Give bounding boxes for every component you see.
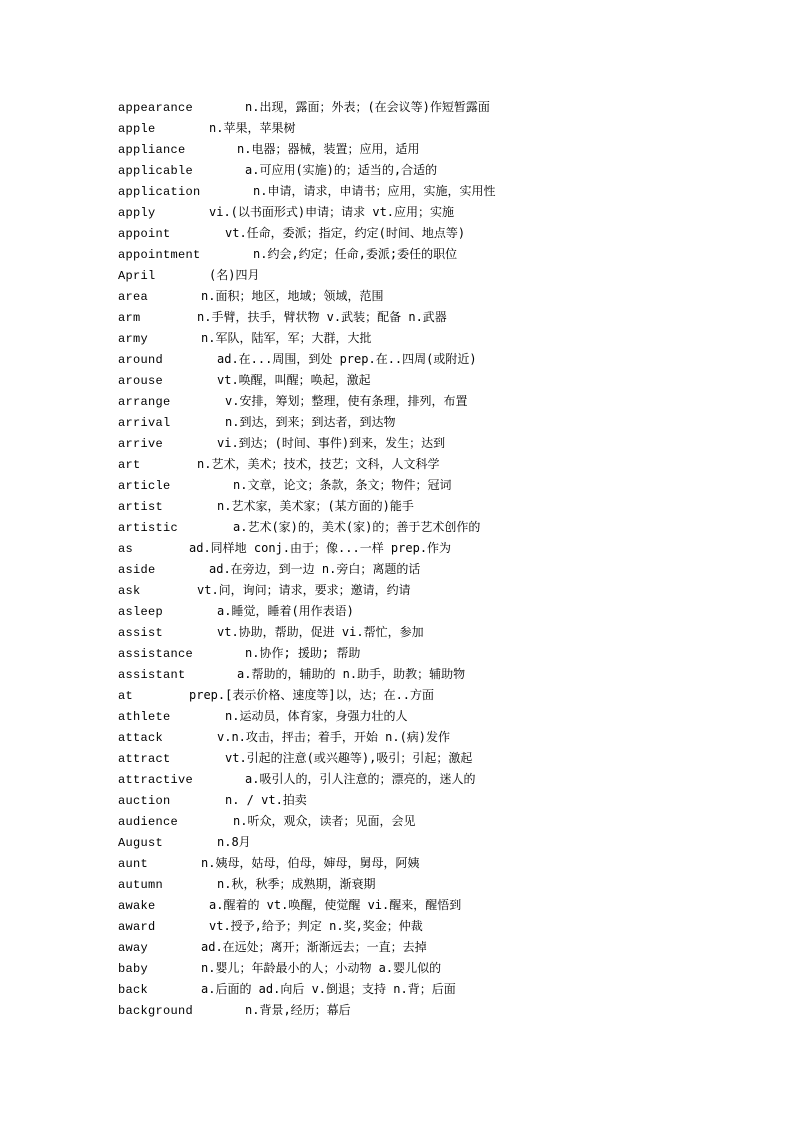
vocab-word: appointment	[118, 248, 201, 262]
vocab-entry	[118, 370, 758, 391]
vocab-definition: ad.同样地 conj.由于；像...一样 prep.作为	[189, 541, 452, 555]
vocab-entry	[118, 475, 758, 496]
vocab-entry	[118, 706, 758, 727]
vocab-word: appoint	[118, 227, 171, 241]
vocab-entry	[118, 496, 758, 517]
vocab-word: arm	[118, 311, 141, 325]
vocab-word: arouse	[118, 374, 164, 388]
vocab-definition: n.约会,约定；任命,委派;委任的职位	[253, 247, 458, 261]
vocab-entry	[118, 727, 758, 748]
vocab-word: asleep	[118, 605, 164, 619]
vocab-definition: v.n.攻击，抨击；着手，开始 n.(病)发作	[217, 730, 451, 744]
vocab-word: area	[118, 290, 149, 304]
vocab-entry	[118, 685, 758, 706]
vocab-word: appearance	[118, 101, 194, 115]
vocab-word: around	[118, 353, 164, 367]
vocab-definition: n.面积；地区，地域；领域，范围	[201, 289, 384, 303]
vocab-entry	[118, 664, 758, 685]
vocab-word: assistant	[118, 668, 186, 682]
vocab-word: as	[118, 542, 134, 556]
vocab-entry	[118, 97, 758, 118]
vocab-word: at	[118, 689, 134, 703]
vocab-definition: a.后面的 ad.向后 v.倒退；支持 n.背；后面	[201, 982, 456, 996]
vocab-definition: n.电器；器械，装置；应用，适用	[237, 142, 420, 156]
vocab-word: auction	[118, 794, 171, 808]
vocab-word: applicable	[118, 164, 194, 178]
vocab-entry	[118, 244, 758, 265]
vocab-entry	[118, 139, 758, 160]
vocab-entry	[118, 349, 758, 370]
vocab-entry	[118, 328, 758, 349]
vocab-word: assist	[118, 626, 164, 640]
vocab-word: attract	[118, 752, 171, 766]
vocab-word: application	[118, 185, 201, 199]
vocab-entry	[118, 979, 758, 1000]
vocab-definition: n. / vt.拍卖	[225, 793, 307, 807]
vocab-word: award	[118, 920, 156, 934]
vocab-word: arrive	[118, 437, 164, 451]
vocab-word: artistic	[118, 521, 179, 535]
vocab-word: athlete	[118, 710, 171, 724]
vocab-entry	[118, 286, 758, 307]
vocab-entry	[118, 391, 758, 412]
vocab-entry	[118, 559, 758, 580]
vocab-entry	[118, 937, 758, 958]
vocab-definition: vi.(以书面形式)申请；请求 vt.应用；实施	[209, 205, 455, 219]
vocab-word: April	[118, 269, 156, 283]
vocab-word: arrange	[118, 395, 171, 409]
vocab-entry	[118, 160, 758, 181]
vocab-entry	[118, 1000, 758, 1021]
vocab-entry	[118, 538, 758, 559]
vocab-entry	[118, 202, 758, 223]
vocab-entry	[118, 580, 758, 601]
vocab-definition: n.文章，论文；条款，条文；物件；冠词	[233, 478, 452, 492]
vocab-word: audience	[118, 815, 179, 829]
vocab-word: attack	[118, 731, 164, 745]
vocab-word: art	[118, 458, 141, 472]
vocab-word: August	[118, 836, 164, 850]
vocab-entry	[118, 853, 758, 874]
vocab-definition: ad.在远处；离开；渐渐远去；一直；去掉	[201, 940, 427, 954]
vocab-word: baby	[118, 962, 149, 976]
vocab-definition: vt.授予,给予；判定 n.奖,奖金；仲裁	[209, 919, 423, 933]
vocab-word: appliance	[118, 143, 186, 157]
vocab-definition: n.秋，秋季；成熟期，渐衰期	[217, 877, 376, 891]
vocab-definition: a.可应用(实施)的；适当的,合适的	[245, 163, 438, 177]
vocab-definition: vt.引起的注意(或兴趣等),吸引；引起；激起	[225, 751, 473, 765]
vocab-entry	[118, 601, 758, 622]
vocabulary-list	[118, 97, 758, 1021]
vocab-definition: n.背景,经历；幕后	[245, 1003, 351, 1017]
vocab-entry	[118, 832, 758, 853]
vocab-definition: ad.在...周围，到处 prep.在..四周(或附近)	[217, 352, 477, 366]
vocab-entry	[118, 517, 758, 538]
vocab-definition: n.到达，到来；到达者，到达物	[225, 415, 396, 429]
vocab-word: army	[118, 332, 149, 346]
vocab-entry	[118, 748, 758, 769]
vocab-entry	[118, 643, 758, 664]
vocab-entry	[118, 895, 758, 916]
vocab-entry	[118, 916, 758, 937]
vocab-word: background	[118, 1004, 194, 1018]
vocab-definition: n.申请，请求，申请书；应用，实施，实用性	[253, 184, 496, 198]
vocab-definition: n.艺术，美术；技术，技艺；文科，人文科学	[197, 457, 440, 471]
vocab-entry	[118, 811, 758, 832]
vocab-word: aside	[118, 563, 156, 577]
vocab-definition: v.安排，筹划；整理，使有条理，排列，布置	[225, 394, 468, 408]
vocab-word: artist	[118, 500, 164, 514]
vocab-definition: n.出现，露面；外表；(在会议等)作短暂露面	[245, 100, 490, 114]
vocab-definition: vi.到达；(时间、事件)到来，发生；达到	[217, 436, 446, 450]
vocab-word: apple	[118, 122, 156, 136]
vocab-entry	[118, 790, 758, 811]
vocab-definition: n.姨母，姑母，伯母，婶母，舅母，阿姨	[201, 856, 420, 870]
vocab-definition: n.听众，观众，读者；见面，会见	[233, 814, 416, 828]
vocab-entry	[118, 433, 758, 454]
vocab-word: attractive	[118, 773, 194, 787]
vocab-word: ask	[118, 584, 141, 598]
vocab-entry	[118, 874, 758, 895]
vocab-definition: n.军队，陆军，军；大群，大批	[201, 331, 372, 345]
vocab-definition: n.协作; 援助; 帮助	[245, 646, 361, 660]
vocab-definition: prep.[表示价格、速度等]以，达；在..方面	[189, 688, 435, 702]
vocab-entry	[118, 454, 758, 475]
vocab-definition: n.艺术家，美术家；(某方面的)能手	[217, 499, 414, 513]
vocab-definition: vt.问，询问；请求，要求；邀请，约请	[197, 583, 411, 597]
vocab-entry	[118, 769, 758, 790]
vocab-definition: a.睡觉，睡着(用作表语)	[217, 604, 354, 618]
vocab-entry	[118, 181, 758, 202]
vocab-entry	[118, 265, 758, 286]
vocab-word: apply	[118, 206, 156, 220]
vocab-word: back	[118, 983, 149, 997]
vocab-word: assistance	[118, 647, 194, 661]
vocab-definition: a.艺术(家)的，美术(家)的；善于艺术创作的	[233, 520, 481, 534]
vocab-entry	[118, 307, 758, 328]
vocab-definition: n.手臂，扶手，臂状物 v.武装；配备 n.武器	[197, 310, 447, 324]
vocab-definition: vt.任命，委派；指定，约定(时间、地点等)	[225, 226, 466, 240]
vocab-definition: n.8月	[217, 835, 251, 849]
vocab-definition: a.帮助的，辅助的 n.助手，助教；辅助物	[237, 667, 466, 681]
vocab-word: article	[118, 479, 171, 493]
vocab-word: awake	[118, 899, 156, 913]
vocab-entry	[118, 223, 758, 244]
vocab-definition: n.婴儿；年龄最小的人；小动物 a.婴儿似的	[201, 961, 442, 975]
vocab-word: away	[118, 941, 149, 955]
vocab-word: aunt	[118, 857, 149, 871]
vocab-definition: n.苹果，苹果树	[209, 121, 296, 135]
vocab-word: arrival	[118, 416, 171, 430]
vocab-definition: n.运动员，体育家，身强力壮的人	[225, 709, 408, 723]
vocab-definition: a.醒着的 vt.唤醒，使觉醒 vi.醒来，醒悟到	[209, 898, 462, 912]
vocab-entry	[118, 118, 758, 139]
vocab-entry	[118, 958, 758, 979]
vocab-definition: vt.协助，帮助，促进 vi.帮忙，参加	[217, 625, 424, 639]
vocab-definition: ad.在旁边，到一边 n.旁白；离题的话	[209, 562, 421, 576]
vocab-definition: vt.唤醒，叫醒；唤起，激起	[217, 373, 371, 387]
vocab-definition: (名)四月	[209, 268, 260, 282]
vocab-definition: a.吸引人的，引人注意的；漂亮的，迷人的	[245, 772, 476, 786]
vocab-word: autumn	[118, 878, 164, 892]
vocab-entry	[118, 412, 758, 433]
vocab-entry	[118, 622, 758, 643]
